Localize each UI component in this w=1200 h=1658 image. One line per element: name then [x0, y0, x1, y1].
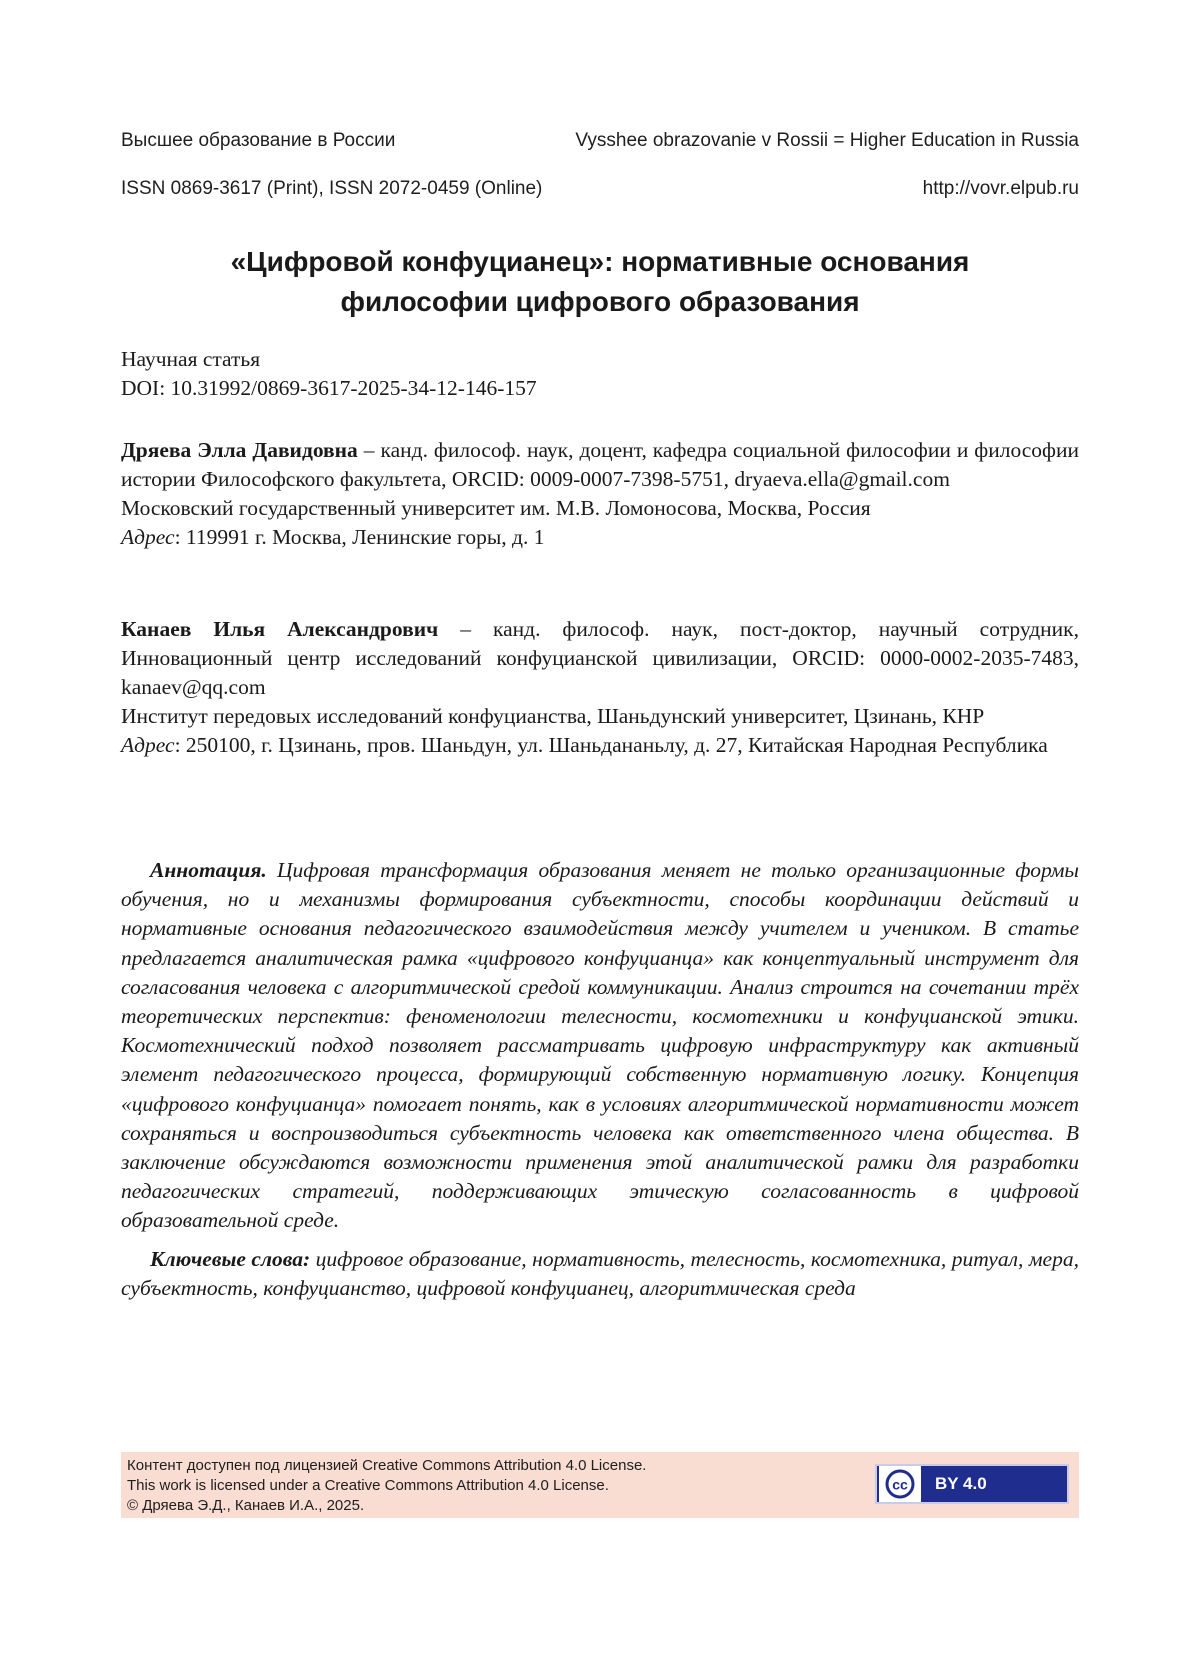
- svg-text:cc: cc: [892, 1476, 908, 1493]
- author-name: Канаев Илья Александрович: [121, 617, 439, 641]
- keywords-label: Ключевые слова:: [150, 1246, 311, 1271]
- license-line-en: This work is licensed under a Creative Commons Attribution 4.0 License.: [127, 1477, 609, 1494]
- keywords-paragraph: [121, 1245, 1079, 1303]
- author-info: – канд. философ. наук, пост-доктор, научный сотрудник, Инновационный центр исследований конфуцианской цивилизации, ORCID: 0000-0002-2035-7483, kanaev@qq.com: [121, 617, 1079, 699]
- abstract-section: [121, 856, 1079, 1303]
- title-line-1: «Цифровой конфуцианец»: нормативные основания: [230, 246, 970, 277]
- author-address: [121, 731, 1079, 760]
- author-block-1: [121, 436, 1079, 552]
- abstract-paragraph: [121, 856, 1079, 1236]
- address-value: : 250100, г. Цзинань, пров. Шаньдун, ул. Шаньдананьлу, д. 27, Китайская Народная Республика: [174, 733, 1048, 757]
- license-text: [127, 1456, 646, 1516]
- cc-license-badge[interactable]: [875, 1464, 1069, 1504]
- article-type: Научная статья: [121, 347, 261, 371]
- copyright-line: © Дряева Э.Д., Канаев И.А., 2025.: [127, 1497, 365, 1514]
- author-affiliation: Московский государственный университет им. М.В. Ломоносова, Москва, Россия: [121, 496, 871, 520]
- abstract-label: Аннотация.: [150, 858, 267, 882]
- keywords-text: цифровое образование, нормативность, телесность, космотехника, ритуал, мера, субъектность, конфуцианство, цифровой конфуцианец, алгоритмическая среда: [121, 1246, 1079, 1300]
- address-value: : 119991 г. Москва, Ленинские горы, д. 1: [174, 525, 545, 549]
- issn-header: [121, 178, 1079, 200]
- address-label: Адрес: [121, 525, 175, 549]
- license-box: [121, 1452, 1079, 1518]
- author-details: [121, 436, 1079, 494]
- title-line-2: философии цифрового образования: [340, 286, 860, 317]
- author-info: – канд. философ. наук, доцент, кафедра социальной философии и философии истории Философского факультета, ORCID: 0009-0007-7398-5751, dryaeva.ella@gmail.com: [121, 438, 1079, 491]
- article-title: [121, 242, 1079, 322]
- author-address: [121, 523, 1079, 552]
- article-doi[interactable]: DOI: 10.31992/0869-3617-2025-34-12-146-157: [121, 376, 537, 400]
- address-label: Адрес: [121, 733, 175, 757]
- cc-badge-label: BY 4.0: [935, 1474, 987, 1493]
- author-affiliation: Институт передовых исследований конфуцианства, Шаньдунский университет, Цзинань, КНР: [121, 704, 985, 728]
- journal-title-ru: Высшее образование в России: [121, 130, 396, 151]
- author-name: Дряева Элла Давидовна: [121, 438, 358, 462]
- issn-text: ISSN 0869-3617 (Print), ISSN 2072-0459 (Online): [121, 178, 543, 199]
- license-line-ru: Контент доступен под лицензией Creative Commons Attribution 4.0 License.: [127, 1457, 647, 1474]
- abstract-text: Цифровая трансформация образования меняет не только организационные формы обучения, но и механизмы формирования субъектности, способы координации действий и нормативные основания педагогического взаимодействия между учителем и учеником. В статье предлагается аналитическая рамка «цифрового конфуцианца» как концептуальный инструмент для согласования человека с алгоритмической средой коммуникации. Анализ строится на сочетании трёх теоретических перспектив: феноменологии телесности, космотехники и конфуцианской этики. Космотехнический подход позволяет рассматривать цифровую инфраструктуру как активный элемент педагогического процесса, формирующий собственную нормативную логику. Концепция «цифрового конфуцианца» помогает понять, как в условиях алгоритмической нормативности может сохраняться и воспроизводиться субъектность человека как ответственного члена общества. В заключение обсуждаются возможности применения этой аналитической рамки для разработки педагогических стратегий, поддерживающих этическую согласованность в цифровой образовательной среде.: [121, 858, 1079, 1233]
- article-meta: [121, 345, 1079, 403]
- author-details: [121, 615, 1079, 702]
- running-header: [121, 130, 1079, 152]
- author-block-2: [121, 615, 1079, 760]
- journal-title-en: Vysshee obrazovanie v Rossii = Higher Education in Russia: [575, 130, 1079, 151]
- journal-url[interactable]: http://vovr.elpub.ru: [922, 178, 1079, 199]
- cc-icon: [879, 1466, 921, 1502]
